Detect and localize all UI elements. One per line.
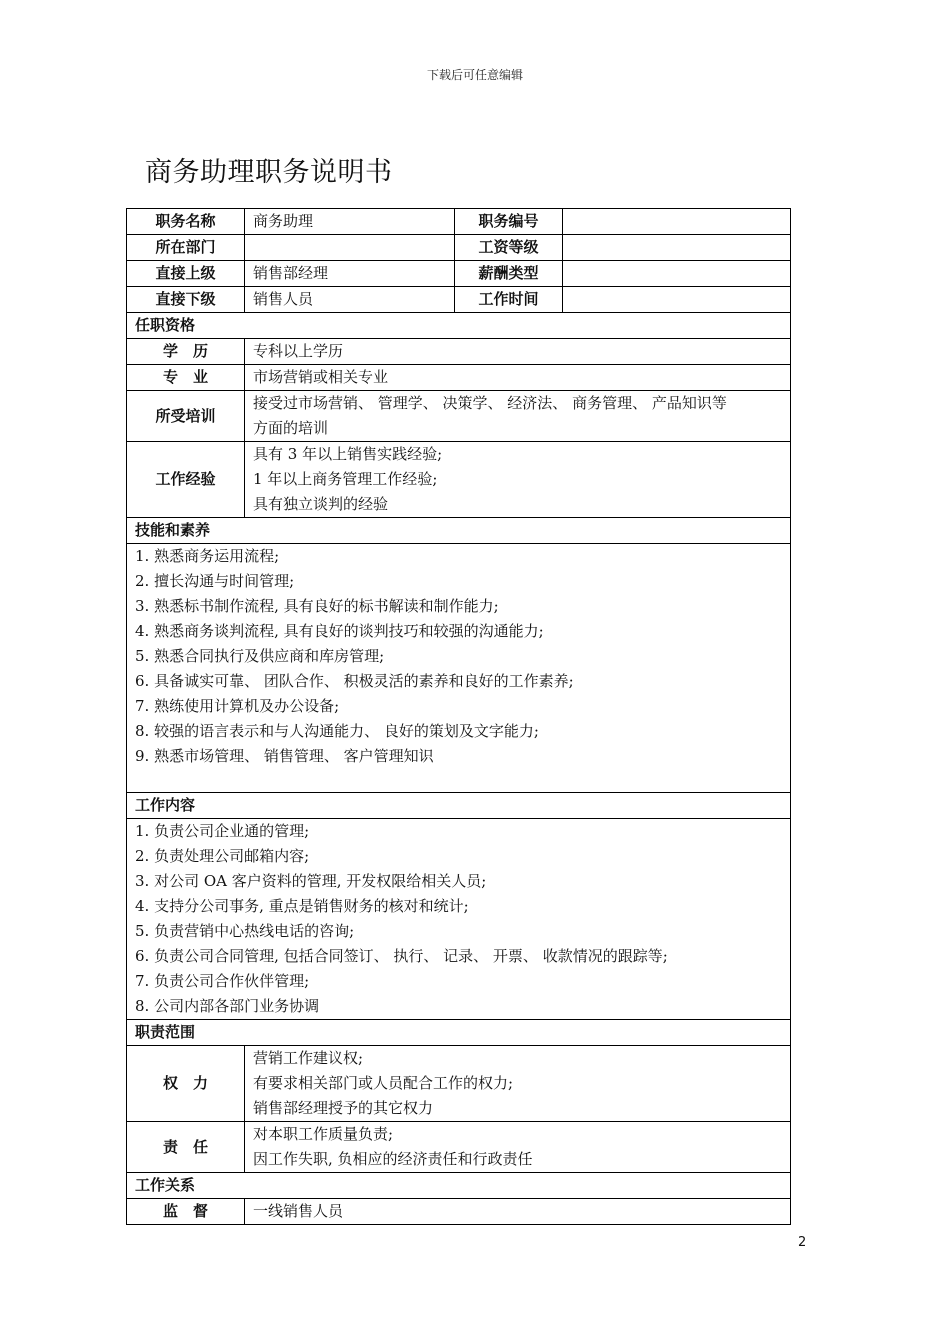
superior-label: 直接上级 — [127, 261, 245, 287]
section-row — [127, 1020, 791, 1046]
job-no-label: 职务编号 — [455, 209, 563, 235]
authority-line: 营销工作建议权; — [253, 1049, 364, 1067]
relations-heading: 工作关系 — [127, 1173, 791, 1199]
major-label: 专 业 — [127, 365, 245, 391]
list-item: 6. 负责公司合同管理, 包括合同签订、 执行、 记录、 开票、 收款情况的跟踪等; — [135, 947, 668, 965]
subordinate-value: 销售人员 — [245, 287, 455, 313]
supervise-label: 监 督 — [127, 1199, 245, 1225]
skills-list — [127, 544, 791, 793]
work-time-value — [563, 287, 791, 313]
table-row — [127, 339, 791, 365]
page-title: 商务助理职务说明书 — [145, 157, 393, 188]
list-item: 5. 熟悉合同执行及供应商和库房管理; — [135, 647, 385, 665]
list-item: 4. 支持分公司事务, 重点是销售财务的核对和统计; — [135, 897, 469, 915]
list-item: 7. 负责公司合作伙伴管理; — [135, 972, 310, 990]
list-item: 4. 熟悉商务谈判流程, 具有良好的谈判技巧和较强的沟通能力; — [135, 622, 544, 640]
table-row — [127, 1199, 791, 1225]
list-item: 5. 负责营销中心热线电话的咨询; — [135, 922, 355, 940]
training-line: 方面的培训 — [253, 419, 329, 437]
responsibility-line: 因工作失职, 负相应的经济责任和行政责任 — [253, 1150, 533, 1168]
job-description-table — [126, 208, 791, 1225]
table-row — [127, 235, 791, 261]
table-row — [127, 544, 791, 793]
list-item: 8. 公司内部各部门业务协调 — [135, 997, 320, 1015]
salary-grade-value — [563, 235, 791, 261]
qualification-heading: 任职资格 — [127, 313, 791, 339]
authority-line: 有要求相关部门或人员配合工作的权力; — [253, 1074, 514, 1092]
responsibility-value — [245, 1122, 791, 1173]
list-item: 3. 熟悉标书制作流程, 具有良好的标书解读和制作能力; — [135, 597, 499, 615]
list-item: 7. 熟练使用计算机及办公设备; — [135, 697, 340, 715]
training-label: 所受培训 — [127, 391, 245, 442]
duties-heading: 工作内容 — [127, 793, 791, 819]
table-row — [127, 209, 791, 235]
job-name-label: 职务名称 — [127, 209, 245, 235]
experience-line: 具有独立谈判的经验 — [253, 495, 389, 513]
pay-type-value — [563, 261, 791, 287]
work-time-label: 工作时间 — [455, 287, 563, 313]
table-row — [127, 442, 791, 518]
table-row — [127, 1122, 791, 1173]
list-item: 8. 较强的语言表示和与人沟通能力、 良好的策划及文字能力; — [135, 722, 539, 740]
list-item: 3. 对公司 OA 客户资料的管理, 开发权限给相关人员; — [135, 872, 487, 890]
section-row — [127, 518, 791, 544]
list-item: 2. 负责处理公司邮箱内容; — [135, 847, 310, 865]
duties-list — [127, 819, 791, 1020]
education-value: 专科以上学历 — [245, 339, 791, 365]
authority-value — [245, 1046, 791, 1122]
dept-label: 所在部门 — [127, 235, 245, 261]
major-value: 市场营销或相关专业 — [245, 365, 791, 391]
salary-grade-label: 工资等级 — [455, 235, 563, 261]
table-row — [127, 819, 791, 1020]
experience-line: 1 年以上商务管理工作经验; — [253, 470, 438, 488]
table-row — [127, 365, 791, 391]
experience-line: 具有 3 年以上销售实践经验; — [253, 445, 443, 463]
training-value — [245, 391, 791, 442]
section-row — [127, 793, 791, 819]
list-item: 1. 负责公司企业通的管理; — [135, 822, 310, 840]
section-row — [127, 1173, 791, 1199]
superior-value: 销售部经理 — [245, 261, 455, 287]
table-row — [127, 287, 791, 313]
skills-heading: 技能和素养 — [127, 518, 791, 544]
subordinate-label: 直接下级 — [127, 287, 245, 313]
authority-line: 销售部经理授予的其它权力 — [253, 1099, 434, 1117]
header-note: 下载后可任意编辑 — [426, 68, 523, 82]
job-name-value: 商务助理 — [245, 209, 455, 235]
dept-value — [245, 235, 455, 261]
experience-label: 工作经验 — [127, 442, 245, 518]
page-number: 2 — [798, 1235, 807, 1250]
experience-value — [245, 442, 791, 518]
list-item: 6. 具备诚实可靠、 团队合作、 积极灵活的素养和良好的工作素养; — [135, 672, 574, 690]
scope-heading: 职责范围 — [127, 1020, 791, 1046]
list-item: 2. 擅长沟通与时间管理; — [135, 572, 295, 590]
pay-type-label: 薪酬类型 — [455, 261, 563, 287]
responsibility-line: 对本职工作质量负责; — [253, 1125, 394, 1143]
list-item: 1. 熟悉商务运用流程; — [135, 547, 280, 565]
job-no-value — [563, 209, 791, 235]
section-row — [127, 313, 791, 339]
education-label: 学 历 — [127, 339, 245, 365]
supervise-value: 一线销售人员 — [245, 1199, 791, 1225]
training-line: 接受过市场营销、 管理学、 决策学、 经济法、 商务管理、 产品知识等 — [253, 394, 727, 412]
responsibility-label: 责 任 — [127, 1122, 245, 1173]
table-row — [127, 391, 791, 442]
table-row — [127, 1046, 791, 1122]
authority-label: 权 力 — [127, 1046, 245, 1122]
table-row — [127, 261, 791, 287]
list-item: 9. 熟悉市场管理、 销售管理、 客户管理知识 — [135, 747, 434, 765]
